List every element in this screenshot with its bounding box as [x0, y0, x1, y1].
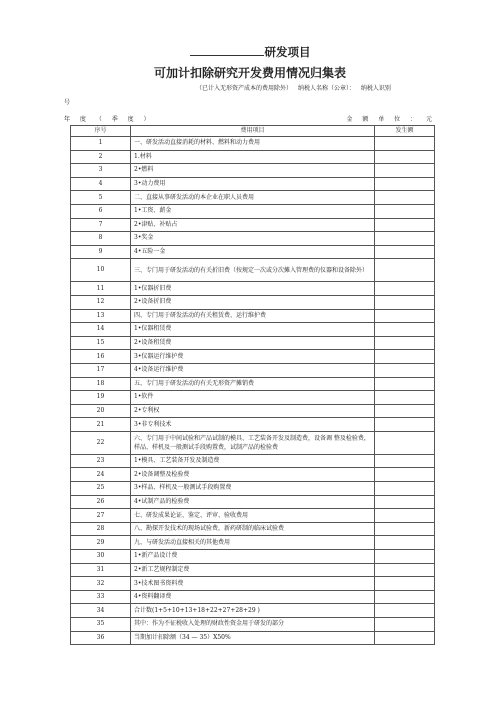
table-row	[71, 631, 435, 645]
row-number: 5	[71, 191, 131, 205]
amount-cell[interactable]	[375, 137, 435, 151]
amount-cell[interactable]	[375, 295, 435, 309]
row-number: 4	[71, 177, 131, 191]
expense-item: 3•动力费用	[131, 177, 375, 191]
table-row	[71, 137, 435, 151]
amount-cell[interactable]	[375, 150, 435, 164]
expense-item: 九、与研发活动直接相关的其他费用	[131, 536, 375, 550]
table-row	[71, 309, 435, 323]
row-number: 35	[71, 618, 131, 632]
table-row	[71, 150, 435, 164]
expense-item: 四、专门用于研发活动的有关租赁费、运行维护费	[131, 309, 375, 323]
amount-cell[interactable]	[375, 164, 435, 178]
expense-item: 1•模具、工艺装备开发及制造费	[131, 454, 375, 468]
row-number: 10	[71, 259, 131, 282]
table-row	[71, 191, 435, 205]
row-number: 17	[71, 363, 131, 377]
expense-item: 4•五险一金	[131, 245, 375, 259]
row-number: 6	[71, 204, 131, 218]
amount-cell[interactable]	[375, 336, 435, 350]
table-row	[71, 536, 435, 550]
expense-item: 3•样品、样机及一般测试手段购置费	[131, 482, 375, 496]
row-number: 12	[71, 295, 131, 309]
expense-table	[70, 125, 435, 645]
expense-item: 2•津贴、补贴占	[131, 218, 375, 232]
table-row	[71, 391, 435, 405]
expense-item: 1•仪器折旧费	[131, 282, 375, 296]
expense-item: 3•奖金	[131, 232, 375, 246]
row-number: 25	[71, 482, 131, 496]
amount-cell[interactable]	[375, 204, 435, 218]
expense-item: 4•试制产品的检验费	[131, 495, 375, 509]
row-number: 27	[71, 509, 131, 523]
amount-cell[interactable]	[375, 259, 435, 282]
expense-item: 当期加计扣除额（34 — 35）X50%	[131, 631, 375, 645]
table-row	[71, 164, 435, 178]
expense-item: 2•设备折旧费	[131, 295, 375, 309]
table-row	[71, 431, 435, 454]
amount-cell[interactable]	[375, 391, 435, 405]
form-title-line	[0, 44, 500, 60]
expense-item: 1•新产品设计费	[131, 550, 375, 564]
expense-item: 2•燃料	[131, 164, 375, 178]
amount-cell[interactable]	[375, 618, 435, 632]
project-name-blank	[190, 44, 264, 56]
row-number: 15	[71, 336, 131, 350]
unit-label: 金 额 单 位 ： 元	[346, 116, 436, 123]
taxpayer-id-label-cont: 号	[64, 99, 71, 106]
table-row	[71, 259, 435, 282]
row-number: 2	[71, 150, 131, 164]
row-number: 29	[71, 536, 131, 550]
row-number: 21	[71, 418, 131, 432]
amount-cell[interactable]	[375, 377, 435, 391]
period-label: 年 度 （ 季 度 ）	[64, 116, 154, 123]
row-number: 16	[71, 350, 131, 364]
amount-cell[interactable]	[375, 232, 435, 246]
table-row	[71, 282, 435, 296]
table-row	[71, 618, 435, 632]
exclusion-note: （已计入无形资产成本的费用除外）	[196, 85, 293, 92]
expense-item: 1•软件	[131, 391, 375, 405]
column-header-amount: 发生额	[375, 126, 435, 137]
amount-cell[interactable]	[375, 404, 435, 418]
table-row	[71, 495, 435, 509]
table-row	[71, 245, 435, 259]
form-title-main: 可加计扣除研究开发费用情况归集表	[153, 66, 346, 80]
table-row	[71, 418, 435, 432]
table-row	[71, 218, 435, 232]
row-number: 22	[71, 431, 131, 454]
table-row	[71, 550, 435, 564]
amount-cell[interactable]	[375, 363, 435, 377]
table-header-row	[71, 126, 435, 137]
amount-cell[interactable]	[375, 431, 435, 454]
table-row	[71, 509, 435, 523]
amount-cell[interactable]	[375, 536, 435, 550]
amount-cell[interactable]	[375, 577, 435, 591]
amount-cell[interactable]	[375, 282, 435, 296]
table-row	[71, 563, 435, 577]
expense-item: 3•仪器运行维护费	[131, 350, 375, 364]
table-row	[71, 404, 435, 418]
amount-cell[interactable]	[375, 454, 435, 468]
row-number: 34	[71, 604, 131, 618]
row-number: 3	[71, 164, 131, 178]
row-number: 23	[71, 454, 131, 468]
expense-item: 五、专门用于研发活动的有关无形资产摊销费	[131, 377, 375, 391]
amount-cell[interactable]	[375, 468, 435, 482]
expense-item: 2•设备租赁费	[131, 336, 375, 350]
expense-item: 二、直接从事研发活动的本企业在职人员费用	[131, 191, 375, 205]
expense-item: 八、勘探开发技术的现场试验费，新药研制的临床试验费	[131, 522, 375, 536]
amount-cell[interactable]	[375, 604, 435, 618]
table-row	[71, 590, 435, 604]
amount-cell[interactable]	[375, 482, 435, 496]
amount-cell[interactable]	[375, 350, 435, 364]
row-number: 7	[71, 218, 131, 232]
amount-cell[interactable]	[375, 522, 435, 536]
table-row	[71, 482, 435, 496]
expense-item: 2•专利权	[131, 404, 375, 418]
row-number: 1	[71, 137, 131, 151]
amount-cell[interactable]	[375, 177, 435, 191]
row-number: 36	[71, 631, 131, 645]
table-row	[71, 350, 435, 364]
expense-item: 1•工资、薪金	[131, 204, 375, 218]
expense-item: 3•非专利技术	[131, 418, 375, 432]
amount-cell[interactable]	[375, 550, 435, 564]
amount-cell[interactable]	[375, 495, 435, 509]
table-row	[71, 454, 435, 468]
row-number: 31	[71, 563, 131, 577]
amount-cell[interactable]	[375, 418, 435, 432]
table-row	[71, 177, 435, 191]
expense-item: 2•新工艺规程制定费	[131, 563, 375, 577]
amount-cell[interactable]	[375, 191, 435, 205]
table-row	[71, 295, 435, 309]
amount-cell[interactable]	[375, 218, 435, 232]
form-subline	[196, 83, 466, 92]
amount-cell[interactable]	[375, 590, 435, 604]
row-number: 20	[71, 404, 131, 418]
table-row	[71, 204, 435, 218]
table-row	[71, 336, 435, 350]
expense-item: 合计数(1+5+10+13+18+22+27+28+29 )	[131, 604, 375, 618]
row-number: 30	[71, 550, 131, 564]
period-unit-line	[64, 114, 436, 122]
expense-item: 3•技术图书资料费	[131, 577, 375, 591]
row-number: 26	[71, 495, 131, 509]
form-title-suffix: 研发项目	[264, 45, 311, 59]
amount-cell[interactable]	[375, 309, 435, 323]
expense-item: 六、专门用于中间试验和产品试制的模具、工艺装备开发及制造费，设备调 整及检验费，样品、样机及一般测试手段购置费，试制产品的检验费	[131, 431, 375, 454]
amount-cell[interactable]	[375, 323, 435, 337]
taxpayer-name-label: 纳税人名称（公章）：	[297, 85, 355, 92]
table-row	[71, 232, 435, 246]
table-row	[71, 522, 435, 536]
row-number: 32	[71, 577, 131, 591]
expense-item: 七、研发成果论证、鉴定、评审、验收费用	[131, 509, 375, 523]
row-number: 14	[71, 323, 131, 337]
table-row	[71, 577, 435, 591]
row-number: 24	[71, 468, 131, 482]
row-number: 8	[71, 232, 131, 246]
amount-cell[interactable]	[375, 245, 435, 259]
expense-item: 一、研发活动直接消耗的材料、燃料和动力费用	[131, 137, 375, 151]
row-number: 11	[71, 282, 131, 296]
expense-item: 1.材料	[131, 150, 375, 164]
expense-item: 其中：作为不征税收入处理的财政性资金用于研发的部分	[131, 618, 375, 632]
table-row	[71, 604, 435, 618]
amount-cell[interactable]	[375, 631, 435, 645]
table-row	[71, 323, 435, 337]
table-row	[71, 468, 435, 482]
expense-item: 1•仪器租赁费	[131, 323, 375, 337]
row-number: 9	[71, 245, 131, 259]
column-header-no: 序号	[71, 126, 131, 137]
row-number: 33	[71, 590, 131, 604]
table-row	[71, 363, 435, 377]
expense-item: 2•设备调整及检验费	[131, 468, 375, 482]
table-row	[71, 377, 435, 391]
expense-item: 三、专门用于研发活动的有关折旧费（按规定一次或分次摊入管理费的仪器和设备除外）	[131, 259, 375, 282]
amount-cell[interactable]	[375, 509, 435, 523]
amount-cell[interactable]	[375, 563, 435, 577]
row-number: 13	[71, 309, 131, 323]
row-number: 18	[71, 377, 131, 391]
row-number: 28	[71, 522, 131, 536]
expense-item: 4•资料翻译费	[131, 590, 375, 604]
row-number: 19	[71, 391, 131, 405]
taxpayer-id-label: 纳税人识别	[360, 85, 391, 92]
column-header-item: 费用项目	[131, 126, 375, 137]
expense-item: 4•设备运行维护费	[131, 363, 375, 377]
